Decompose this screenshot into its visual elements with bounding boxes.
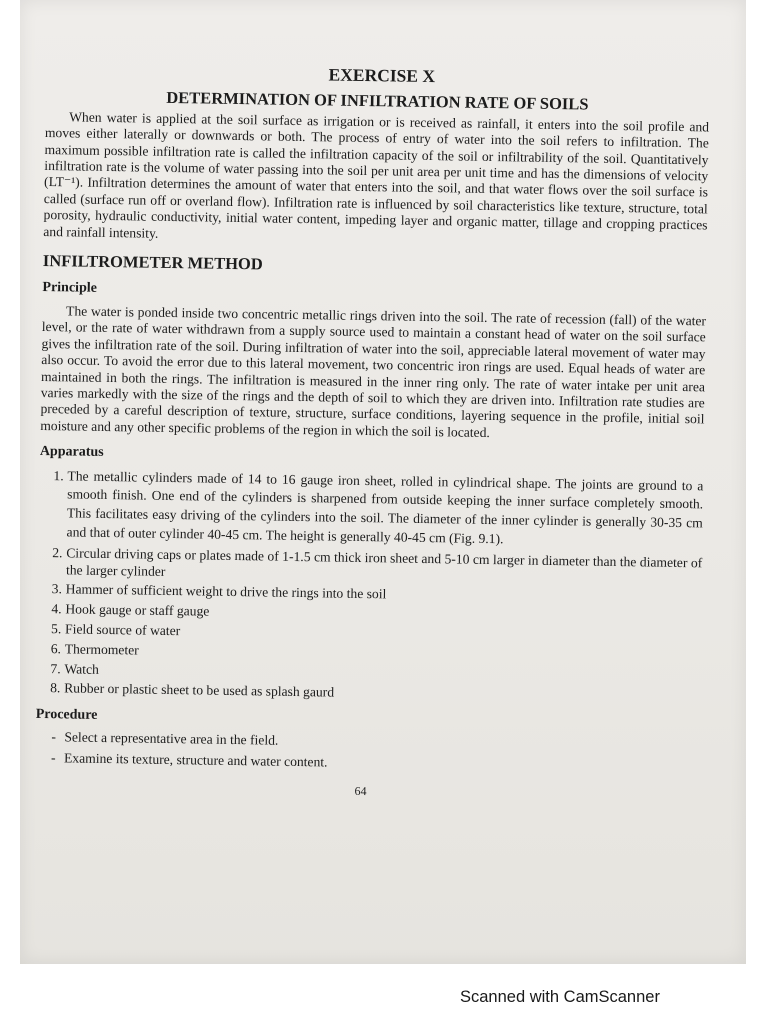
main-title: DETERMINATION OF INFILTRATION RATE OF SOILS bbox=[166, 88, 589, 114]
item-text: Field source of water bbox=[64, 621, 181, 639]
principle-paragraph: The water is ponded inside two concentric metallic rings driven into the soil. The rate of recession (fall) of the water level, or the rate of water withdrawn from a supply source used to maintain a constant head of water on the soil surface gives the infiltration rate of the soil. During infiltration of water into the soil, appreciable lateral movement of water may also occur. To avoid the error due to this lateral movement, two concentric iron rings are used. Equal heads of water are maintained in both the rings. The infiltration is measured in the inner ring only. The rate of water intake per unit area varies markedly with the size of the rings and the depth of soil to which they are driven into. Infiltration rate studies are preceded by a careful description of texture, structure, surface conditions, layering sequence in the profile, initial soil moisture and any other specific problems of the region in which the soil is located. bbox=[40, 303, 707, 440]
dash-bullet: - bbox=[50, 749, 56, 765]
item-text: Hammer of sufficient weight to drive the rings into the soil bbox=[65, 581, 387, 602]
item-number: 1. bbox=[53, 467, 64, 483]
apparatus-heading: Apparatus bbox=[39, 444, 104, 461]
item-text: Thermometer bbox=[64, 641, 139, 658]
page-number: 64 bbox=[354, 783, 367, 799]
intro-paragraph: When water is applied at the soil surface as irrigation or is received as rainfall, it enters into the soil profile and moves either laterally or downwards or both. The process of entry of water into the soil refers to infiltration. The maximum possible infiltration rate is called the infiltration capacity of the soil or infiltrability of the soil. Quantitatively infiltration rate is the volume of water passing into the soil per unit area per unit time and has the dimensions of velocity (LT⁻¹). Infiltration determines the amount of water that enters into the soil, and that water flows over the soil surface is called (surface run off or overland flow). Infiltration rate is influenced by soil characteristics like texture, structure, total porosity, hydraulic conductivity, initial water content, impeding layer and organic matter, tillage and cropping practices and rainfall intensity. bbox=[43, 109, 710, 241]
procedure-list bbox=[35, 729, 699, 776]
scanner-watermark: Scanned with CamScanner bbox=[460, 988, 660, 1006]
item-number: 8. bbox=[50, 680, 61, 696]
item-number: 2. bbox=[52, 545, 63, 561]
item-text: The metallic cylinders made of 14 to 16 gauge iron sheet, rolled in cylindrical shape. The joints are ground to a smooth finish. One end of the cylinders is sharpened from outside keeping the inner surface completely smooth. This facilitates easy driving of the cylinders into the soil. The diameter of the inner cylinder is generally 30-35 cm and that of outer cylinder 40-45 cm. The height is generally 40-45 cm (Fig. 9.1). bbox=[66, 467, 704, 547]
item-number: 4. bbox=[51, 601, 62, 617]
procedure-heading: Procedure bbox=[35, 706, 98, 723]
item-text: Examine its texture, structure and water content. bbox=[63, 749, 328, 770]
item-number: 3. bbox=[51, 581, 63, 597]
item-text: Rubber or plastic sheet to be used as splash gaurd bbox=[64, 680, 335, 700]
exercise-title: EXERCISE X bbox=[328, 64, 436, 87]
item-text: Select a representative area in the field. bbox=[64, 729, 279, 748]
item-text: Circular driving caps or plates made of 1-1.5 cm thick iron sheet and 5-10 cm larger in diameter than the diameter of the larger cylinder bbox=[65, 545, 703, 579]
method-heading: INFILTROMETER METHOD bbox=[42, 251, 263, 274]
list-item bbox=[52, 467, 703, 552]
item-number: 6. bbox=[50, 640, 62, 657]
principle-heading: Principle bbox=[42, 280, 97, 297]
item-number: 7. bbox=[50, 660, 61, 676]
apparatus-list bbox=[36, 466, 704, 707]
document-content bbox=[34, 62, 709, 805]
scanned-page bbox=[20, 0, 746, 964]
list-item bbox=[52, 545, 702, 588]
item-number: 5. bbox=[50, 621, 62, 637]
dash-bullet: - bbox=[51, 729, 57, 745]
item-text: Watch bbox=[64, 660, 99, 677]
item-text: Hook gauge or staff gauge bbox=[65, 601, 210, 619]
